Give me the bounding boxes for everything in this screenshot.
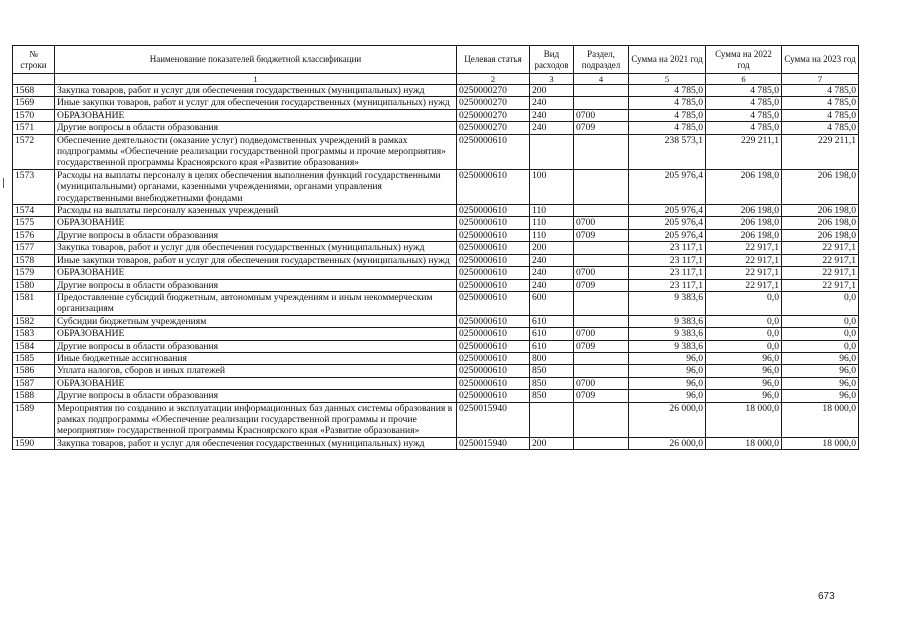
expense-type-cell: 610 xyxy=(530,328,574,340)
table-row xyxy=(13,279,859,291)
row-number-cell: 1574 xyxy=(13,205,55,217)
table-row xyxy=(13,254,859,266)
expense-type-cell: 110 xyxy=(530,229,574,241)
row-number-cell: 1586 xyxy=(13,365,55,377)
table-header-row xyxy=(13,46,859,74)
table-body xyxy=(13,85,859,450)
sum-2023-cell: 18 000,0 xyxy=(782,437,859,449)
target-article-cell: 0250000610 xyxy=(457,134,530,169)
sum-2022-cell: 0,0 xyxy=(706,291,782,315)
sum-2023-cell: 96,0 xyxy=(782,365,859,377)
indicator-name-cell: Другие вопросы в области образования xyxy=(55,279,457,291)
indicator-name-cell: Иные бюджетные ассигнования xyxy=(55,352,457,364)
section-cell xyxy=(574,291,629,315)
expense-type-cell: 600 xyxy=(530,291,574,315)
target-article-cell: 0250000610 xyxy=(457,205,530,217)
header-expense-type: Вид расходов xyxy=(530,46,574,74)
sum-2022-cell: 22 917,1 xyxy=(706,267,782,279)
sum-2021-cell: 205 976,4 xyxy=(629,169,706,204)
section-cell xyxy=(574,169,629,204)
section-cell: 0709 xyxy=(574,340,629,352)
header-indicator-name: Наименование показателей бюджетной классификации xyxy=(55,46,457,74)
sum-2023-cell: 206 198,0 xyxy=(782,205,859,217)
header-sum-2021: Сумма на 2021 год xyxy=(629,46,706,74)
sum-2022-cell: 96,0 xyxy=(706,365,782,377)
target-article-cell: 0250000610 xyxy=(457,217,530,229)
section-cell xyxy=(574,85,629,97)
sum-2023-cell: 22 917,1 xyxy=(782,279,859,291)
table-row xyxy=(13,352,859,364)
expense-type-cell: 850 xyxy=(530,365,574,377)
budget-table xyxy=(12,45,859,450)
table-row xyxy=(13,402,859,437)
indicator-name-cell: Субсидии бюджетным учреждениям xyxy=(55,315,457,327)
section-cell: 0709 xyxy=(574,390,629,402)
sum-2021-cell: 23 117,1 xyxy=(629,279,706,291)
sum-2022-cell: 22 917,1 xyxy=(706,254,782,266)
sum-2022-cell: 229 211,1 xyxy=(706,134,782,169)
target-article-cell: 0250000610 xyxy=(457,291,530,315)
sum-2022-cell: 206 198,0 xyxy=(706,229,782,241)
row-number-cell: 1575 xyxy=(13,217,55,229)
row-number-cell: 1583 xyxy=(13,328,55,340)
indicator-name-cell: Другие вопросы в области образования xyxy=(55,340,457,352)
sum-2023-cell: 0,0 xyxy=(782,315,859,327)
expense-type-cell: 240 xyxy=(530,109,574,121)
indicator-name-cell: Другие вопросы в области образования xyxy=(55,229,457,241)
section-cell xyxy=(574,134,629,169)
table-row xyxy=(13,340,859,352)
row-number-cell: 1588 xyxy=(13,390,55,402)
column-number: 5 xyxy=(629,74,706,85)
row-number-cell: 1576 xyxy=(13,229,55,241)
sum-2021-cell: 238 573,1 xyxy=(629,134,706,169)
sum-2023-cell: 229 211,1 xyxy=(782,134,859,169)
expense-type-cell: 850 xyxy=(530,390,574,402)
expense-type-cell: 800 xyxy=(530,352,574,364)
target-article-cell: 0250000270 xyxy=(457,97,530,109)
table-row xyxy=(13,437,859,449)
row-number-cell: 1585 xyxy=(13,352,55,364)
table-row xyxy=(13,169,859,204)
target-article-cell: 0250000610 xyxy=(457,315,530,327)
table-row xyxy=(13,365,859,377)
sum-2023-cell: 22 917,1 xyxy=(782,242,859,254)
header-section: Раздел, подраздел xyxy=(574,46,629,74)
sum-2021-cell: 205 976,4 xyxy=(629,217,706,229)
table-row xyxy=(13,242,859,254)
sum-2022-cell: 22 917,1 xyxy=(706,279,782,291)
sum-2023-cell: 4 785,0 xyxy=(782,97,859,109)
indicator-name-cell: Мероприятия по созданию и эксплуатации информационных баз данных системы образования в рамках подпрограммы «Обеспечение реализации государственной программы и прочие мероприятия» государственной программы Красноярского края «Развитие образования» xyxy=(55,402,457,437)
indicator-name-cell: ОБРАЗОВАНИЕ xyxy=(55,328,457,340)
indicator-name-cell: Закупка товаров, работ и услуг для обеспечения государственных (муниципальных) нужд xyxy=(55,85,457,97)
indicator-name-cell: ОБРАЗОВАНИЕ xyxy=(55,267,457,279)
row-number-cell: 1569 xyxy=(13,97,55,109)
target-article-cell: 0250000270 xyxy=(457,122,530,134)
table-row xyxy=(13,205,859,217)
target-article-cell: 0250015940 xyxy=(457,437,530,449)
section-cell xyxy=(574,402,629,437)
column-number: 2 xyxy=(457,74,530,85)
sum-2021-cell: 4 785,0 xyxy=(629,109,706,121)
sum-2023-cell: 22 917,1 xyxy=(782,254,859,266)
target-article-cell: 0250000270 xyxy=(457,109,530,121)
target-article-cell: 0250000610 xyxy=(457,328,530,340)
indicator-name-cell: Иные закупки товаров, работ и услуг для обеспечения государственных (муниципальных) нужд xyxy=(55,97,457,109)
indicator-name-cell: Иные закупки товаров, работ и услуг для обеспечения государственных (муниципальных) нужд xyxy=(55,254,457,266)
table-row xyxy=(13,109,859,121)
expense-type-cell: 200 xyxy=(530,85,574,97)
sum-2021-cell: 96,0 xyxy=(629,377,706,389)
column-number: 1 xyxy=(55,74,457,85)
target-article-cell: 0250015940 xyxy=(457,402,530,437)
target-article-cell: 0250000610 xyxy=(457,352,530,364)
sum-2023-cell: 4 785,0 xyxy=(782,109,859,121)
sum-2021-cell: 23 117,1 xyxy=(629,267,706,279)
section-cell xyxy=(574,315,629,327)
row-number-cell: 1590 xyxy=(13,437,55,449)
row-number-cell: 1581 xyxy=(13,291,55,315)
sum-2023-cell: 0,0 xyxy=(782,340,859,352)
table-row xyxy=(13,377,859,389)
row-number-cell: 1579 xyxy=(13,267,55,279)
row-number-cell: 1580 xyxy=(13,279,55,291)
target-article-cell: 0250000610 xyxy=(457,377,530,389)
expense-type-cell xyxy=(530,134,574,169)
row-number-cell: 1577 xyxy=(13,242,55,254)
expense-type-cell: 240 xyxy=(530,97,574,109)
sum-2023-cell: 0,0 xyxy=(782,328,859,340)
sum-2023-cell: 96,0 xyxy=(782,377,859,389)
column-number-row xyxy=(13,74,859,85)
sum-2022-cell: 96,0 xyxy=(706,390,782,402)
indicator-name-cell: Уплата налогов, сборов и иных платежей xyxy=(55,365,457,377)
sum-2022-cell: 206 198,0 xyxy=(706,217,782,229)
expense-type-cell: 200 xyxy=(530,437,574,449)
indicator-name-cell: Закупка товаров, работ и услуг для обеспечения государственных (муниципальных) нужд xyxy=(55,437,457,449)
sum-2022-cell: 0,0 xyxy=(706,340,782,352)
sum-2022-cell: 206 198,0 xyxy=(706,205,782,217)
indicator-name-cell: ОБРАЗОВАНИЕ xyxy=(55,377,457,389)
section-cell: 0709 xyxy=(574,279,629,291)
sum-2022-cell: 4 785,0 xyxy=(706,122,782,134)
sum-2023-cell: 18 000,0 xyxy=(782,402,859,437)
table-row xyxy=(13,390,859,402)
expense-type-cell: 240 xyxy=(530,279,574,291)
sum-2022-cell: 0,0 xyxy=(706,315,782,327)
section-cell xyxy=(574,97,629,109)
sum-2023-cell: 96,0 xyxy=(782,352,859,364)
expense-type-cell: 240 xyxy=(530,122,574,134)
row-number-cell: 1573 xyxy=(13,169,55,204)
section-cell xyxy=(574,437,629,449)
column-number: 7 xyxy=(782,74,859,85)
expense-type-cell: 240 xyxy=(530,254,574,266)
indicator-name-cell: ОБРАЗОВАНИЕ xyxy=(55,109,457,121)
sum-2021-cell: 4 785,0 xyxy=(629,122,706,134)
sum-2021-cell: 23 117,1 xyxy=(629,242,706,254)
section-cell: 0700 xyxy=(574,109,629,121)
table-row xyxy=(13,217,859,229)
margin-mark xyxy=(3,178,4,188)
section-cell xyxy=(574,205,629,217)
section-cell xyxy=(574,365,629,377)
sum-2021-cell: 23 117,1 xyxy=(629,254,706,266)
indicator-name-cell: Предоставление субсидий бюджетным, автономным учреждениям и иным некоммерческим организациям xyxy=(55,291,457,315)
row-number-cell: 1568 xyxy=(13,85,55,97)
sum-2023-cell: 4 785,0 xyxy=(782,122,859,134)
sum-2022-cell: 0,0 xyxy=(706,328,782,340)
sum-2023-cell: 96,0 xyxy=(782,390,859,402)
target-article-cell: 0250000270 xyxy=(457,85,530,97)
indicator-name-cell: Расходы на выплаты персоналу в целях обеспечения выполнения функций государственными (муниципальными) органами, казенными учреждениями, органами управления государственными внебюджетными фондами xyxy=(55,169,457,204)
section-cell: 0709 xyxy=(574,229,629,241)
table-row xyxy=(13,291,859,315)
sum-2021-cell: 96,0 xyxy=(629,365,706,377)
sum-2022-cell: 4 785,0 xyxy=(706,109,782,121)
target-article-cell: 0250000610 xyxy=(457,365,530,377)
section-cell: 0700 xyxy=(574,328,629,340)
sum-2021-cell: 205 976,4 xyxy=(629,229,706,241)
sum-2023-cell: 22 917,1 xyxy=(782,267,859,279)
sum-2022-cell: 96,0 xyxy=(706,377,782,389)
row-number-cell: 1589 xyxy=(13,402,55,437)
header-target-article: Целевая статья xyxy=(457,46,530,74)
table-row xyxy=(13,328,859,340)
expense-type-cell xyxy=(530,402,574,437)
indicator-name-cell: Обеспечение деятельности (оказание услуг) подведомственных учреждений в рамках подпрограммы «Обеспечение реализации государственной программы и прочие мероприятия» государственной программы Красноярского края «Развитие образования» xyxy=(55,134,457,169)
target-article-cell: 0250000610 xyxy=(457,390,530,402)
sum-2023-cell: 0,0 xyxy=(782,291,859,315)
target-article-cell: 0250000610 xyxy=(457,254,530,266)
indicator-name-cell: Расходы на выплаты персоналу казенных учреждений xyxy=(55,205,457,217)
expense-type-cell: 850 xyxy=(530,377,574,389)
section-cell: 0700 xyxy=(574,217,629,229)
expense-type-cell: 110 xyxy=(530,217,574,229)
target-article-cell: 0250000610 xyxy=(457,279,530,291)
table-row xyxy=(13,122,859,134)
sum-2023-cell: 206 198,0 xyxy=(782,169,859,204)
sum-2021-cell: 4 785,0 xyxy=(629,85,706,97)
section-cell xyxy=(574,352,629,364)
sum-2021-cell: 9 383,6 xyxy=(629,291,706,315)
column-number: 6 xyxy=(706,74,782,85)
sum-2022-cell: 22 917,1 xyxy=(706,242,782,254)
indicator-name-cell: Другие вопросы в области образования xyxy=(55,390,457,402)
row-number-cell: 1587 xyxy=(13,377,55,389)
indicator-name-cell: Закупка товаров, работ и услуг для обеспечения государственных (муниципальных) нужд xyxy=(55,242,457,254)
column-number: 4 xyxy=(574,74,629,85)
sum-2022-cell: 4 785,0 xyxy=(706,85,782,97)
sum-2023-cell: 206 198,0 xyxy=(782,217,859,229)
sum-2022-cell: 4 785,0 xyxy=(706,97,782,109)
indicator-name-cell: Другие вопросы в области образования xyxy=(55,122,457,134)
header-row-number: № строки xyxy=(13,46,55,74)
table-row xyxy=(13,85,859,97)
expense-type-cell: 610 xyxy=(530,340,574,352)
sum-2022-cell: 96,0 xyxy=(706,352,782,364)
column-number: 3 xyxy=(530,74,574,85)
sum-2021-cell: 205 976,4 xyxy=(629,205,706,217)
expense-type-cell: 240 xyxy=(530,267,574,279)
section-cell: 0709 xyxy=(574,122,629,134)
sum-2021-cell: 4 785,0 xyxy=(629,97,706,109)
section-cell xyxy=(574,254,629,266)
table-row xyxy=(13,97,859,109)
row-number-cell: 1570 xyxy=(13,109,55,121)
section-cell: 0700 xyxy=(574,267,629,279)
sum-2021-cell: 26 000,0 xyxy=(629,402,706,437)
target-article-cell: 0250000610 xyxy=(457,267,530,279)
target-article-cell: 0250000610 xyxy=(457,340,530,352)
expense-type-cell: 100 xyxy=(530,169,574,204)
row-number-cell: 1572 xyxy=(13,134,55,169)
section-cell xyxy=(574,242,629,254)
row-number-cell: 1582 xyxy=(13,315,55,327)
expense-type-cell: 610 xyxy=(530,315,574,327)
row-number-cell: 1578 xyxy=(13,254,55,266)
header-sum-2022: Сумма на 2022 год xyxy=(706,46,782,74)
sum-2023-cell: 206 198,0 xyxy=(782,229,859,241)
expense-type-cell: 200 xyxy=(530,242,574,254)
table-row xyxy=(13,315,859,327)
indicator-name-cell: ОБРАЗОВАНИЕ xyxy=(55,217,457,229)
sum-2021-cell: 96,0 xyxy=(629,390,706,402)
target-article-cell: 0250000610 xyxy=(457,242,530,254)
column-number xyxy=(13,74,55,85)
sum-2021-cell: 96,0 xyxy=(629,352,706,364)
page-number: 673 xyxy=(818,591,835,602)
table-row xyxy=(13,267,859,279)
sum-2022-cell: 18 000,0 xyxy=(706,402,782,437)
header-sum-2023: Сумма на 2023 год xyxy=(782,46,859,74)
section-cell: 0700 xyxy=(574,377,629,389)
sum-2021-cell: 9 383,6 xyxy=(629,340,706,352)
expense-type-cell: 110 xyxy=(530,205,574,217)
target-article-cell: 0250000610 xyxy=(457,169,530,204)
sum-2022-cell: 206 198,0 xyxy=(706,169,782,204)
target-article-cell: 0250000610 xyxy=(457,229,530,241)
table-row xyxy=(13,134,859,169)
table-row xyxy=(13,229,859,241)
sum-2021-cell: 9 383,6 xyxy=(629,328,706,340)
sum-2021-cell: 26 000,0 xyxy=(629,437,706,449)
sum-2023-cell: 4 785,0 xyxy=(782,85,859,97)
row-number-cell: 1584 xyxy=(13,340,55,352)
sum-2022-cell: 18 000,0 xyxy=(706,437,782,449)
sum-2021-cell: 9 383,6 xyxy=(629,315,706,327)
row-number-cell: 1571 xyxy=(13,122,55,134)
